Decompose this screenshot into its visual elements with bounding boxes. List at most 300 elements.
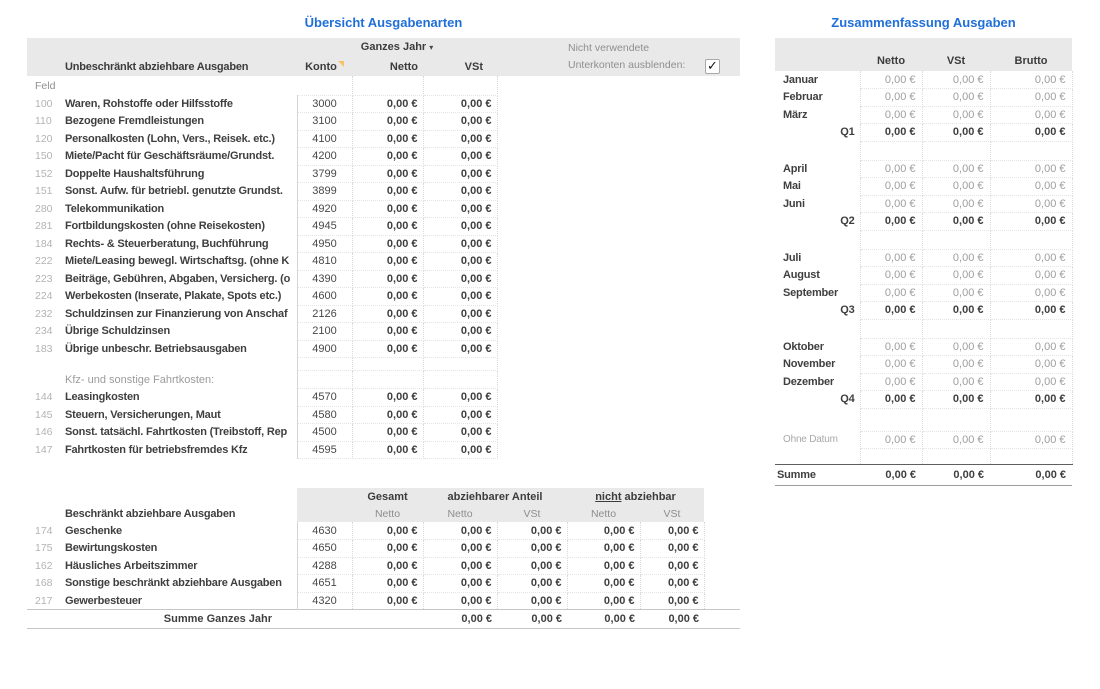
cell-period-label[interactable]: September — [775, 284, 860, 302]
spacer-row — [775, 230, 1072, 249]
expense-row — [27, 148, 740, 166]
cell-konto[interactable]: 3799 — [297, 165, 352, 183]
cell-netto[interactable]: 0,00 € — [860, 267, 922, 285]
cell-netto[interactable]: 0,00 € — [860, 373, 922, 391]
cell-period-label[interactable]: Q2 — [775, 213, 860, 231]
cell-vst[interactable]: 0,00 € — [922, 71, 990, 89]
cell-feld: 281 — [35, 220, 53, 233]
summary-row-märz — [775, 106, 1072, 124]
overview-header-band — [27, 38, 740, 76]
expense-row — [27, 441, 740, 459]
cell-netto[interactable]: 0,00 € — [860, 431, 922, 449]
cell-vst[interactable]: 0,00 € — [423, 305, 497, 323]
cell-abz-vst[interactable]: 0,00 € — [497, 592, 567, 610]
cell-period-label[interactable]: Januar — [775, 71, 860, 89]
summary-row-oktober — [775, 338, 1072, 356]
summary-row-q1 — [775, 124, 1072, 142]
cell-vst[interactable]: 0,00 € — [423, 253, 497, 271]
expense-row — [27, 253, 740, 271]
cell-expense-label[interactable]: Miete/Pacht für Geschäftsräume/Grundst. — [65, 148, 297, 166]
cell-brutto[interactable]: 0,00 € — [990, 356, 1072, 374]
cell-vst[interactable]: 0,00 € — [922, 124, 990, 142]
cell-feld: 151 — [35, 185, 53, 198]
cell-expense-label[interactable]: Steuern, Versicherungen, Maut — [65, 406, 297, 424]
cell-konto[interactable]: 4630 — [297, 522, 352, 540]
cell-period-label[interactable]: Ohne Datum — [775, 431, 860, 449]
cell-brutto[interactable]: 0,00 € — [990, 89, 1072, 107]
cell-brutto[interactable]: 0,00 € — [990, 465, 1072, 486]
cell-netto[interactable]: 0,00 € — [860, 284, 922, 302]
cell-feld: 175 — [35, 542, 53, 555]
cell-vst[interactable]: 0,00 € — [922, 302, 990, 320]
cell-period-label[interactable]: Q4 — [775, 391, 860, 409]
cell-abz-netto[interactable]: 0,00 € — [423, 557, 497, 575]
cell-brutto[interactable]: 0,00 € — [990, 391, 1072, 409]
overview-title: Übersicht Ausgabenarten — [304, 15, 463, 30]
cell-konto — [297, 76, 352, 95]
summary-row-april — [775, 160, 1072, 178]
cell-konto[interactable]: 4600 — [297, 288, 352, 306]
cell-brutto[interactable]: 0,00 € — [990, 267, 1072, 285]
cell-brutto[interactable]: 0,00 € — [990, 431, 1072, 449]
summary-row-q3 — [775, 302, 1072, 320]
cell-netto[interactable]: 0,00 € — [352, 235, 423, 253]
cell-expense-label[interactable]: Sonst. Aufw. für betriebl. genutzte Grundst. — [65, 183, 297, 201]
spacer-row — [775, 408, 1072, 431]
summary-row-januar — [775, 71, 1072, 89]
cell-period-label[interactable]: Juli — [775, 249, 860, 267]
cell-konto[interactable]: 4945 — [297, 218, 352, 236]
spacer-row — [775, 449, 1072, 465]
cell-vst[interactable]: 0,00 € — [423, 340, 497, 358]
cell-period-label[interactable]: Oktober — [775, 338, 860, 356]
section2-group-header-row — [27, 488, 740, 505]
cell-period-label[interactable]: Februar — [775, 89, 860, 107]
period-dropdown-label: Ganzes Jahr — [360, 41, 427, 53]
summary-row-dezember — [775, 373, 1072, 391]
cell-feld: 184 — [35, 237, 53, 250]
feld-column-header — [27, 61, 65, 73]
cell-vst[interactable]: 0,00 € — [922, 249, 990, 267]
checkmark-icon: ✓ — [707, 58, 718, 73]
section1-column-headers — [27, 58, 740, 73]
cell-expense-label[interactable]: Gewerbesteuer — [65, 592, 297, 610]
feld-caption-row — [27, 76, 740, 95]
cell-expense-label[interactable]: Schuldzinsen zur Finanzierung von Anschaf — [65, 305, 297, 323]
cell-nicht-netto[interactable]: 0,00 € — [567, 575, 640, 593]
cell-sum-nicht-vst[interactable]: 0,00 € — [640, 610, 704, 629]
cell-brutto[interactable]: 0,00 € — [990, 213, 1072, 231]
spacer-row — [775, 319, 1072, 338]
cell-konto[interactable]: 4288 — [297, 557, 352, 575]
cell-netto[interactable]: 0,00 € — [352, 305, 423, 323]
cell-expense-label[interactable]: Fahrtkosten für betriebsfremdes Kfz — [65, 441, 297, 459]
cell-period-label[interactable]: Q3 — [775, 302, 860, 320]
sub-header-abz-netto: Netto — [423, 505, 497, 522]
cell-konto[interactable]: 2100 — [297, 323, 352, 341]
summary-row-juli — [775, 249, 1072, 267]
cell-feld: 145 — [35, 408, 53, 421]
cell-vst[interactable]: 0,00 € — [922, 391, 990, 409]
restricted-expense-row — [27, 557, 740, 575]
cell-vst[interactable]: 0,00 € — [922, 465, 990, 486]
summary-row-august — [775, 267, 1072, 285]
cell-netto[interactable]: 0,00 € — [860, 71, 922, 89]
expense-row — [27, 130, 740, 148]
cell-abz-vst[interactable]: 0,00 € — [497, 575, 567, 593]
cell-expense-label[interactable]: Sonstige beschränkt abziehbare Ausgaben — [65, 575, 297, 593]
subsection-row — [27, 371, 740, 389]
cell-gesamt-netto[interactable]: 0,00 € — [352, 592, 423, 610]
cell-netto[interactable]: 0,00 € — [860, 160, 922, 178]
cell-expense-label[interactable]: Bezogene Fremdleistungen — [65, 113, 297, 131]
cell-sum-nicht-netto[interactable]: 0,00 € — [567, 610, 640, 629]
cell-netto[interactable]: 0,00 € — [352, 253, 423, 271]
cell-netto[interactable]: 0,00 € — [352, 183, 423, 201]
summary-row-september — [775, 284, 1072, 302]
cell-vst[interactable]: 0,00 € — [423, 270, 497, 288]
cell-vst[interactable]: 0,00 € — [922, 267, 990, 285]
cell-expense-label[interactable]: Beiträge, Gebühren, Abgaben, Versicherg. (o — [65, 270, 297, 288]
summary-vst-header: VSt — [922, 38, 990, 71]
summary-label-header — [775, 38, 860, 71]
cell-vst[interactable]: 0,00 € — [423, 406, 497, 424]
cell-vst[interactable]: 0,00 € — [922, 89, 990, 107]
cell-feld: 147 — [35, 443, 53, 456]
cell-brutto[interactable]: 0,00 € — [990, 338, 1072, 356]
cell-abz-netto[interactable]: 0,00 € — [423, 540, 497, 558]
cell-netto[interactable]: 0,00 € — [860, 124, 922, 142]
cell-konto[interactable]: 3100 — [297, 113, 352, 131]
cell-expense-label[interactable]: Geschenke — [65, 522, 297, 540]
cell-konto[interactable]: 4900 — [297, 340, 352, 358]
hide-unused-label: Nicht verwendete Unterkonten ausblenden: — [568, 42, 686, 71]
cell-vst[interactable]: 0,00 € — [922, 178, 990, 196]
cell-period-label[interactable]: Mai — [775, 178, 860, 196]
cell-brutto[interactable]: 0,00 € — [990, 106, 1072, 124]
summary-row-q4 — [775, 391, 1072, 409]
cell-konto[interactable]: 4651 — [297, 575, 352, 593]
cell-konto[interactable]: 4595 — [297, 441, 352, 459]
cell-abz-vst[interactable]: 0,00 € — [497, 522, 567, 540]
cell-netto[interactable]: 0,00 € — [352, 340, 423, 358]
cell-konto[interactable]: 2126 — [297, 305, 352, 323]
cell-feld: 120 — [35, 132, 53, 145]
cell-konto[interactable]: 4950 — [297, 235, 352, 253]
cell-vst[interactable]: 0,00 € — [922, 338, 990, 356]
cell-brutto[interactable]: 0,00 € — [990, 160, 1072, 178]
cell-gesamt-netto[interactable]: 0,00 € — [352, 575, 423, 593]
cell-vst[interactable]: 0,00 € — [922, 284, 990, 302]
cell-netto[interactable]: 0,00 € — [352, 406, 423, 424]
sub-header-gesamt-netto: Netto — [352, 505, 423, 522]
cell-brutto[interactable]: 0,00 € — [990, 249, 1072, 267]
cell-konto[interactable]: 4650 — [297, 540, 352, 558]
cell-brutto[interactable]: 0,00 € — [990, 373, 1072, 391]
cell-gesamt-netto[interactable]: 0,00 € — [352, 557, 423, 575]
cell-netto[interactable]: 0,00 € — [860, 178, 922, 196]
restricted-expense-row — [27, 540, 740, 558]
cell-konto[interactable]: 4100 — [297, 130, 352, 148]
cell-vst[interactable]: 0,00 € — [423, 130, 497, 148]
cell-vst[interactable]: 0,00 € — [922, 106, 990, 124]
cell-abz-netto[interactable]: 0,00 € — [423, 575, 497, 593]
expense-row — [27, 389, 740, 407]
sum-row — [27, 610, 740, 629]
cell-konto[interactable]: 4390 — [297, 270, 352, 288]
cell-netto[interactable]: 0,00 € — [860, 213, 922, 231]
cell-konto[interactable]: 4920 — [297, 200, 352, 218]
cell-feld: 174 — [35, 524, 53, 537]
spacer-row — [775, 141, 1072, 160]
cell-abz-vst[interactable]: 0,00 € — [497, 540, 567, 558]
group-header-abziehbar: abziehbarer Anteil — [423, 488, 567, 505]
cell-expense-label[interactable]: Bewirtungskosten — [65, 540, 297, 558]
cell-vst[interactable]: 0,00 € — [423, 218, 497, 236]
cell-nicht-vst[interactable]: 0,00 € — [640, 522, 704, 540]
cell-vst[interactable]: 0,00 € — [922, 213, 990, 231]
cell-vst[interactable]: 0,00 € — [423, 323, 497, 341]
cell-period-label[interactable]: April — [775, 160, 860, 178]
cell-expense-label[interactable]: Personalkosten (Lohn, Vers., Reisek. etc.) — [65, 130, 297, 148]
cell-netto[interactable]: 0,00 € — [860, 195, 922, 213]
cell-expense-label[interactable]: Leasingkosten — [65, 389, 297, 407]
vst-column-header: VSt — [464, 61, 483, 73]
expense-row — [27, 165, 740, 183]
cell-brutto[interactable]: 0,00 € — [990, 124, 1072, 142]
cell-brutto[interactable]: 0,00 € — [990, 178, 1072, 196]
summary-row-november — [775, 356, 1072, 374]
cell-vst[interactable]: 0,00 € — [922, 431, 990, 449]
cell-abz-vst[interactable]: 0,00 € — [497, 557, 567, 575]
cell-feld: 224 — [35, 290, 53, 303]
cell-expense-label[interactable]: Rechts- & Steuerberatung, Buchführung — [65, 235, 297, 253]
group-header-konto — [297, 488, 352, 505]
cell-netto[interactable]: 0,00 € — [860, 89, 922, 107]
expense-row — [27, 183, 740, 201]
restricted-expense-row — [27, 575, 740, 593]
cell-expense-label[interactable]: Telekommunikation — [65, 200, 297, 218]
cell-konto[interactable]: 4500 — [297, 424, 352, 442]
sum-label[interactable]: Summe Ganzes Jahr — [27, 610, 352, 629]
cell-brutto[interactable]: 0,00 € — [990, 71, 1072, 89]
cell-gesamt-netto[interactable]: 0,00 € — [352, 522, 423, 540]
cell-vst[interactable]: 0,00 € — [423, 183, 497, 201]
cell-netto[interactable]: 0,00 € — [352, 148, 423, 166]
cell-netto[interactable]: 0,00 € — [860, 356, 922, 374]
cell-netto[interactable]: 0,00 € — [352, 165, 423, 183]
expense-row — [27, 406, 740, 424]
cell-period-label[interactable]: August — [775, 267, 860, 285]
cell-feld: 217 — [35, 594, 53, 607]
cell-vst[interactable]: 0,00 € — [922, 356, 990, 374]
cell-nicht-vst[interactable]: 0,00 € — [640, 592, 704, 610]
summary-header-row — [775, 38, 1072, 71]
cell-period-label[interactable]: Q1 — [775, 124, 860, 142]
cell-expense-label[interactable]: Werbekosten (Inserate, Plakate, Spots etc.) — [65, 288, 297, 306]
cell-netto[interactable]: 0,00 € — [352, 389, 423, 407]
sub-header-abz-vst: VSt — [497, 505, 567, 522]
cell-vst[interactable]: 0,00 € — [922, 160, 990, 178]
expense-row — [27, 323, 740, 341]
cell-feld: 152 — [35, 167, 53, 180]
cell-vst[interactable]: 0,00 € — [423, 113, 497, 131]
unrestricted-expenses-table — [27, 76, 740, 459]
period-dropdown[interactable] — [317, 41, 477, 53]
expense-row — [27, 235, 740, 253]
subsection-label[interactable]: Kfz- und sonstige Fahrtkosten: — [65, 371, 297, 389]
cell-brutto[interactable]: 0,00 € — [990, 302, 1072, 320]
cell-expense-label[interactable]: Übrige unbeschr. Betriebsausgaben — [65, 340, 297, 358]
expense-row — [27, 200, 740, 218]
cell-vst[interactable]: 0,00 € — [423, 288, 497, 306]
expense-summary-table — [775, 14, 1072, 486]
cell-sum-abz-netto[interactable]: 0,00 € — [423, 610, 497, 629]
cell-abz-netto[interactable]: 0,00 € — [423, 592, 497, 610]
summary-title: Zusammenfassung Ausgaben — [831, 15, 1016, 30]
netto-column-header: Netto — [389, 61, 418, 73]
summary-row-q2 — [775, 213, 1072, 231]
cell-netto[interactable]: 0,00 € — [352, 441, 423, 459]
cell-expense-label[interactable]: Miete/Leasing bewegl. Wirtschaftsg. (ohne K — [65, 253, 297, 271]
feld-caption: Feld — [35, 79, 56, 92]
cell-feld: 232 — [35, 307, 53, 320]
cell-vst[interactable]: 0,00 € — [423, 200, 497, 218]
cell-expense-label[interactable]: Fortbildungskosten (ohne Reisekosten) — [65, 218, 297, 236]
cell-vst[interactable]: 0,00 € — [423, 165, 497, 183]
cell-netto — [352, 76, 423, 95]
summary-row-summe — [775, 465, 1072, 486]
cell-expense-label[interactable]: Übrige Schuldzinsen — [65, 323, 297, 341]
cell-konto[interactable]: 4320 — [297, 592, 352, 610]
chevron-down-icon: ▾ — [429, 43, 434, 52]
comment-marker-icon[interactable] — [338, 61, 344, 67]
cell-konto[interactable]: 4570 — [297, 389, 352, 407]
cell-period-label[interactable]: Dezember — [775, 373, 860, 391]
cell-netto[interactable]: 0,00 € — [352, 218, 423, 236]
cell-feld: 234 — [35, 325, 53, 338]
cell-period-label[interactable]: März — [775, 106, 860, 124]
sub-header-nicht-netto: Netto — [567, 505, 640, 522]
cell-netto[interactable]: 0,00 € — [352, 323, 423, 341]
cell-vst — [423, 76, 497, 95]
expense-overview-table — [27, 14, 740, 629]
cell-vst[interactable]: 0,00 € — [423, 95, 497, 113]
section2-label-header: Beschränkt abziehbare Ausgaben — [65, 507, 236, 520]
expense-row — [27, 95, 740, 113]
cell-nicht-vst[interactable]: 0,00 € — [640, 575, 704, 593]
cell-gesamt-netto[interactable]: 0,00 € — [352, 540, 423, 558]
cell-feld: 110 — [35, 115, 52, 128]
cell-feld: 168 — [35, 577, 53, 590]
cell-feld: 100 — [35, 97, 53, 110]
cell-konto[interactable]: 3899 — [297, 183, 352, 201]
cell-vst[interactable]: 0,00 € — [423, 389, 497, 407]
cell-konto[interactable]: 4580 — [297, 406, 352, 424]
cell-nicht-netto[interactable]: 0,00 € — [567, 557, 640, 575]
cell-feld: 146 — [35, 426, 53, 439]
cell-konto[interactable]: 3000 — [297, 95, 352, 113]
expense-row — [27, 218, 740, 236]
label-column-header: Unbeschränkt abziehbare Ausgaben — [65, 61, 249, 73]
summary-row-juni — [775, 195, 1072, 213]
group-header-nicht-abziehbar: nicht abziehbar — [567, 488, 704, 505]
section2-sub-header-row — [27, 505, 740, 522]
cell-vst[interactable]: 0,00 € — [423, 235, 497, 253]
group-header-gesamt: Gesamt — [352, 488, 423, 505]
cell-netto[interactable]: 0,00 € — [352, 130, 423, 148]
cell-konto[interactable]: 4810 — [297, 253, 352, 271]
cell-abz-netto[interactable]: 0,00 € — [423, 522, 497, 540]
cell-expense-label[interactable]: Waren, Rohstoffe oder Hilfsstoffe — [65, 95, 297, 113]
expense-row — [27, 340, 740, 358]
cell-feld: 150 — [35, 150, 53, 163]
restricted-expense-row — [27, 522, 740, 540]
cell-feld: 223 — [35, 272, 53, 285]
cell-feld: 222 — [35, 255, 53, 268]
cell-nicht-netto[interactable]: 0,00 € — [567, 522, 640, 540]
restricted-expenses-table — [27, 488, 740, 629]
cell-nicht-vst[interactable]: 0,00 € — [640, 557, 704, 575]
cell-netto[interactable]: 0,00 € — [352, 113, 423, 131]
summary-netto-header: Netto — [860, 38, 922, 71]
cell-period-label[interactable]: Summe — [775, 465, 860, 486]
cell-netto[interactable]: 0,00 € — [352, 95, 423, 113]
cell-netto[interactable]: 0,00 € — [860, 106, 922, 124]
cell-netto[interactable]: 0,00 € — [352, 270, 423, 288]
cell-netto[interactable]: 0,00 € — [352, 424, 423, 442]
expense-row — [27, 113, 740, 131]
expense-row — [27, 305, 740, 323]
cell-vst[interactable]: 0,00 € — [423, 441, 497, 459]
summary-row-mai — [775, 178, 1072, 196]
cell-feld: 162 — [35, 559, 53, 572]
expense-row — [27, 424, 740, 442]
cell-konto[interactable]: 4200 — [297, 148, 352, 166]
summary-brutto-header: Brutto — [990, 38, 1072, 71]
cell-period-label[interactable]: Juni — [775, 195, 860, 213]
cell-expense-label[interactable]: Sonst. tatsächl. Fahrtkosten (Treibstoff, Rep — [65, 424, 297, 442]
cell-netto[interactable]: 0,00 € — [860, 338, 922, 356]
cell-nicht-netto[interactable]: 0,00 € — [567, 540, 640, 558]
cell-feld: 280 — [35, 202, 53, 215]
cell-feld: 144 — [35, 391, 53, 404]
summary-table — [775, 38, 1073, 486]
cell-netto[interactable]: 0,00 € — [352, 288, 423, 306]
expense-row — [27, 288, 740, 306]
cell-nicht-netto[interactable]: 0,00 € — [567, 592, 640, 610]
cell-expense-label[interactable]: Doppelte Haushaltsführung — [65, 165, 297, 183]
cell-nicht-vst[interactable]: 0,00 € — [640, 540, 704, 558]
cell-netto[interactable]: 0,00 € — [860, 302, 922, 320]
restricted-expense-row — [27, 592, 740, 610]
cell-vst[interactable]: 0,00 € — [922, 195, 990, 213]
cell-sum-abz-vst[interactable]: 0,00 € — [497, 610, 567, 629]
cell-vst[interactable]: 0,00 € — [423, 148, 497, 166]
summary-row-ohne-datum — [775, 431, 1072, 449]
cell-netto[interactable]: 0,00 € — [860, 391, 922, 409]
cell-brutto[interactable]: 0,00 € — [990, 195, 1072, 213]
cell-brutto[interactable]: 0,00 € — [990, 284, 1072, 302]
cell-netto[interactable]: 0,00 € — [860, 249, 922, 267]
cell-vst[interactable]: 0,00 € — [922, 373, 990, 391]
cell-expense-label[interactable]: Häusliches Arbeitszimmer — [65, 557, 297, 575]
cell-netto[interactable]: 0,00 € — [352, 200, 423, 218]
cell-period-label[interactable]: November — [775, 356, 860, 374]
cell-netto[interactable]: 0,00 € — [860, 465, 922, 486]
cell-vst[interactable]: 0,00 € — [423, 424, 497, 442]
blank-row — [27, 358, 740, 371]
